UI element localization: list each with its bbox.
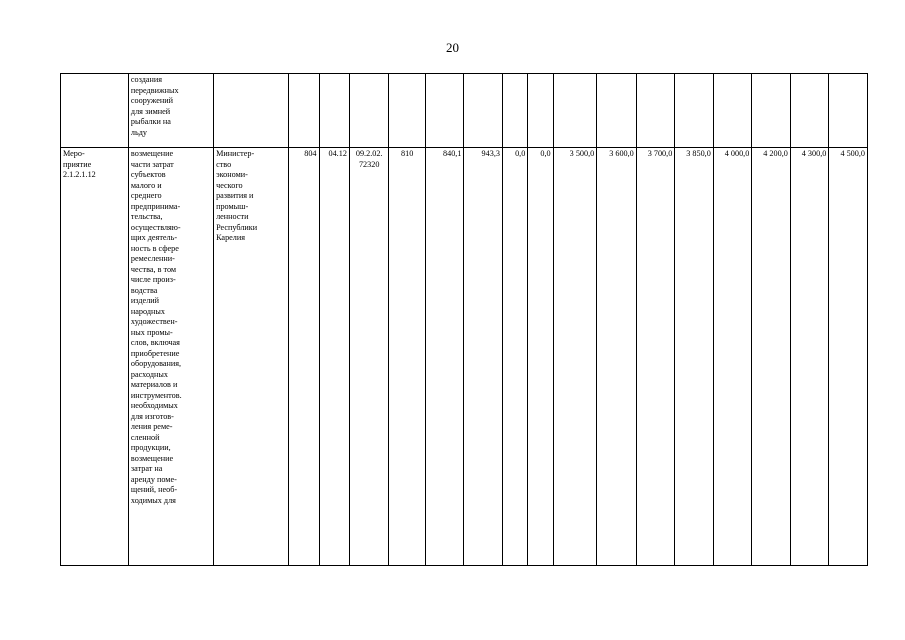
cell-value: 3 600,0 (597, 148, 637, 566)
cell-empty (752, 74, 791, 148)
table-row-continuation (61, 74, 868, 148)
table-row-event (61, 148, 868, 566)
cell-empty (790, 74, 829, 148)
cell-value: 0,0 (502, 148, 527, 566)
cell-description: возмещение части затрат субъектов малого и среднего предпринима- тельства, осуществляю- щих деятель- ность в сфере ремесленни- чества, в том числе произ- водства изделий народных художествен- ных промы- слов, включая приобретение оборудования, расходных материалов и инструментов. необходимых для изготов- ления реме- сленной продукции, возмещение затрат на аренду поме- щений, необ- ходимых для (128, 148, 213, 566)
cell-empty (349, 74, 389, 148)
cell-event-id: Меро- приятие 2.1.2.1.12 (61, 148, 129, 566)
cell-value: 3 700,0 (636, 148, 675, 566)
cell-empty (675, 74, 714, 148)
cell-executor: Министер- ство экономи- ческого развития и промыш- ленности Республики Карелия (214, 148, 289, 566)
cell-csr: 09.2.02. 72320 (349, 148, 389, 566)
cell-value: 3 850,0 (675, 148, 714, 566)
cell-value: 840,1 (425, 148, 464, 566)
cell-empty (464, 74, 503, 148)
cell-value: 4 000,0 (713, 148, 752, 566)
cell-empty (636, 74, 675, 148)
cell-value: 3 500,0 (553, 148, 597, 566)
cell-event-id-prev (61, 74, 129, 148)
cell-vr: 810 (389, 148, 425, 566)
cell-executor-prev (214, 74, 289, 148)
cell-empty (319, 74, 349, 148)
cell-empty (713, 74, 752, 148)
cell-empty (829, 74, 868, 148)
cell-empty (289, 74, 319, 148)
cell-empty (502, 74, 527, 148)
cell-value: 0,0 (528, 148, 553, 566)
cell-value: 4 300,0 (790, 148, 829, 566)
cell-value: 4 200,0 (752, 148, 791, 566)
cell-rzpr: 04.12 (319, 148, 349, 566)
cell-empty (425, 74, 464, 148)
page-number: 20 (446, 40, 459, 55)
cell-value: 4 500,0 (829, 148, 868, 566)
cell-empty (553, 74, 597, 148)
cell-empty (389, 74, 425, 148)
budget-table (60, 73, 868, 566)
cell-grbs: 804 (289, 148, 319, 566)
cell-description-prev: создания передвижных сооружений для зимней рыбалки на льду (128, 74, 213, 148)
cell-empty (597, 74, 637, 148)
cell-value: 943,3 (464, 148, 503, 566)
cell-empty (528, 74, 553, 148)
